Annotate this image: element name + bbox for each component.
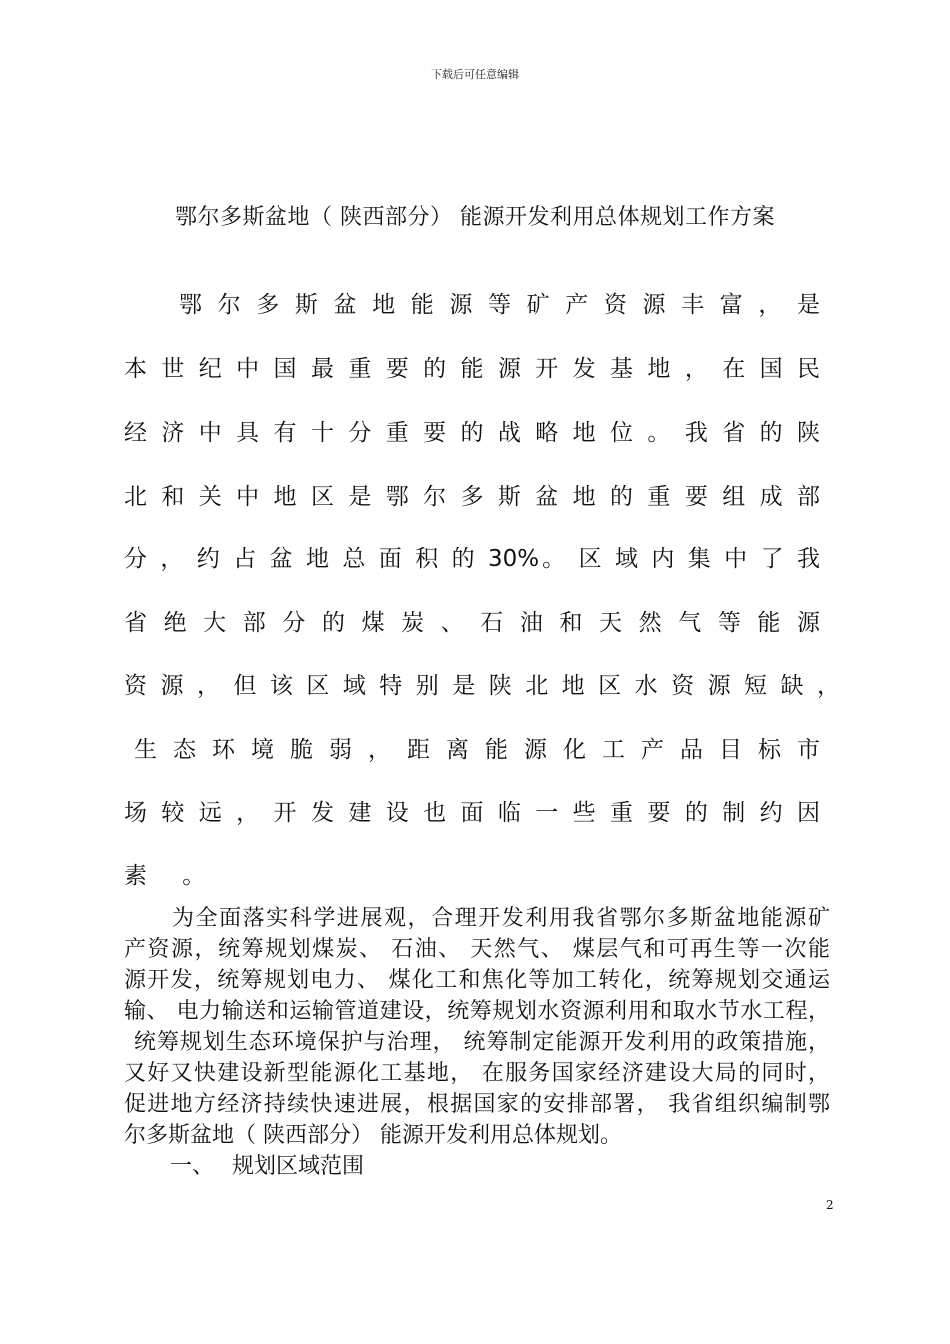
paragraph2-line: 尔多斯盆地（ 陕西部分） 能源开发利用总体规划。 [124,1123,622,1148]
paragraph2-line: 产资源，统筹规划煤炭、 石油、 天然气、 煤层气和可再生等一次能 [124,937,830,962]
paragraph1-line: 素 。 [124,863,220,889]
paragraph1-line: 省 绝 大 部 分 的 煤 炭 、 石 油 和 天 然 气 等 能 源 [124,610,820,636]
paragraph1-line: 本 世 纪 中 国 最 重 要 的 能 源 开 发 基 地 ， 在 国 民 [124,356,820,382]
paragraph2-line: 又好又快建设新型能源化工基地， 在服务国家经济建设大局的同时， [124,1061,830,1086]
header-note: 下载后可任意编辑 [431,68,519,81]
paragraph1-line: 经 济 中 具 有 十 分 重 要 的 战 略 地 位 。 我 省 的 陕 [124,420,820,446]
paragraph2-line: 为全面落实科学进展观，合理开发利用我省鄂尔多斯盆地能源矿 [172,906,830,931]
paragraph1-line: 资 源 ， 但 该 区 域 特 别 是 陕 北 地 区 水 资 源 短 缺 ， [124,673,840,699]
paragraph2-line: 促进地方经济持续快速进展，根据国家的安排部署， 我省组织编制鄂 [124,1092,830,1117]
paragraph1-line: 鄂 尔 多 斯 盆 地 能 源 等 矿 产 资 源 丰 富 ， 是 [179,292,820,318]
paragraph2-line: 统筹规划生态环境保护与治理， 统筹制定能源开发利用的政策措施， [134,1030,830,1055]
document-title: 鄂尔多斯盆地（ 陕西部分） 能源开发利用总体规划工作方案 [175,205,775,230]
paragraph1-line: 场 较 远 ， 开 发 建 设 也 面 临 一 些 重 要 的 制 约 因 [124,800,820,826]
paragraph2-line: 输、 电力输送和运输管道建设，统筹规划水资源利用和取水节水工程， [124,999,830,1024]
paragraph2-line: 源开发，统筹规划电力、 煤化工和焦化等加工转化，统筹规划交通运 [124,968,830,993]
page-number: 2 [826,1198,834,1212]
section-title: 规划区域范围 [232,1154,365,1179]
paragraph1-line: 北 和 关 中 地 区 是 鄂 尔 多 斯 盆 地 的 重 要 组 成 部 [124,484,820,510]
section-heading [170,1152,364,1182]
section-number: 一、 [170,1154,215,1179]
paragraph1-line: 分 ， 约 占 盆 地 总 面 积 的 30%。 区 域 内 集 中 了 我 [124,546,820,572]
paragraph1-line: 生 态 环 境 脆 弱 ， 距 离 能 源 化 工 产 品 目 标 市 [134,737,820,763]
